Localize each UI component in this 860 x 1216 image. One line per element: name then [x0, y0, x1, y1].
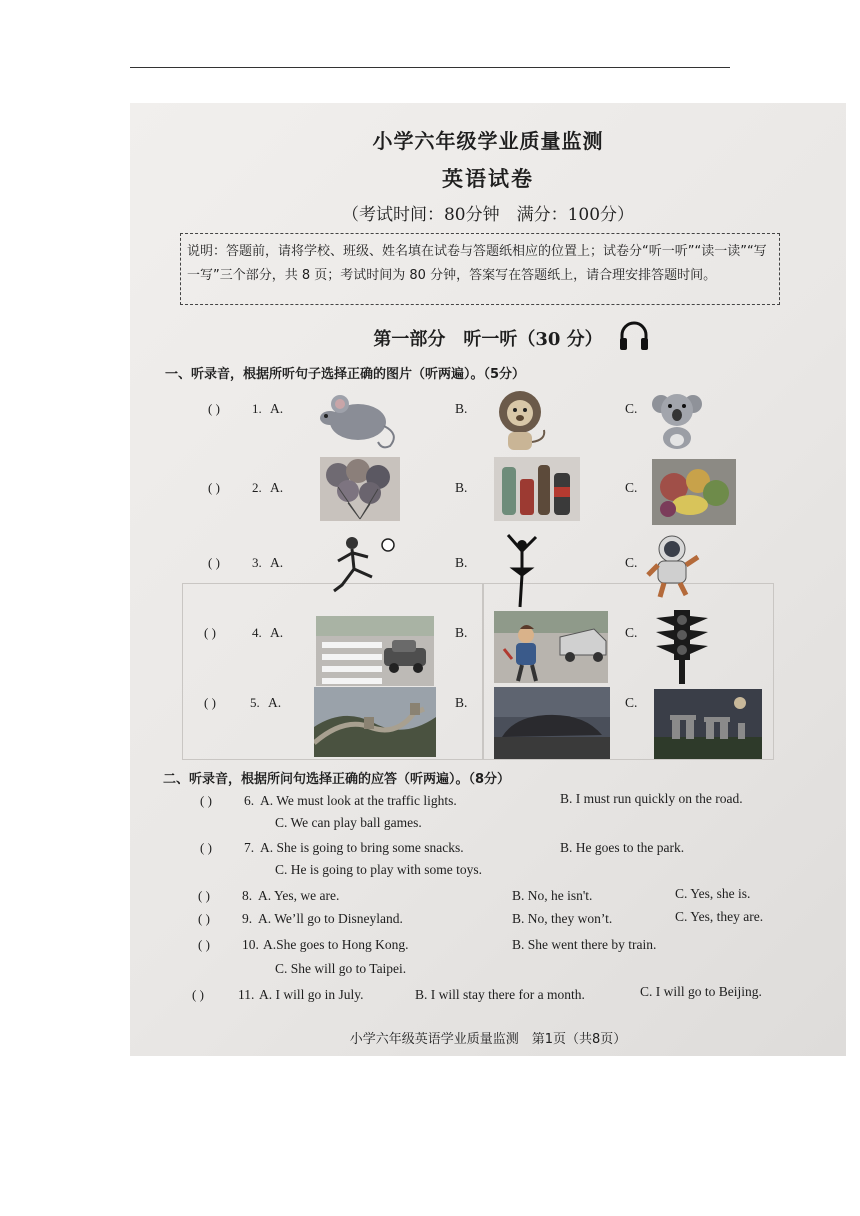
- answer-paren[interactable]: ( ): [200, 840, 212, 855]
- option-b[interactable]: B. I will stay there for a month.: [415, 987, 585, 1002]
- option-label-a: A.: [270, 401, 284, 416]
- option-a[interactable]: A. We must look at the traffic lights.: [260, 793, 457, 808]
- uluru-picture[interactable]: [494, 687, 610, 759]
- option-a[interactable]: A. I will go in July.: [259, 987, 364, 1002]
- section2-heading: 二、听录音，根据所问句选择正确的应答（听两遍）。（8分）: [163, 772, 511, 787]
- answer-paren[interactable]: ( ): [198, 911, 210, 926]
- question-number: 3.: [252, 555, 262, 570]
- page-footer: 小学六年级英语学业质量监测 第1页（共8页）: [349, 1032, 627, 1047]
- exam-info: （考试时间：80分钟 满分：100分）: [341, 205, 635, 225]
- astronaut-picture[interactable]: [644, 533, 704, 599]
- answer-paren[interactable]: ( ): [208, 401, 220, 416]
- option-label-c: C.: [625, 555, 638, 570]
- option-c[interactable]: C. I will go to Beijing.: [640, 984, 762, 999]
- balloons-picture[interactable]: [320, 457, 400, 521]
- page-top-rule: [130, 67, 730, 68]
- section1-heading: 一、听录音，根据所听句子选择正确的图片（听两遍）。（5分）: [165, 367, 526, 382]
- question-number: 5.: [250, 695, 260, 710]
- subject-title: 英语试卷: [442, 166, 534, 191]
- stonehenge-picture[interactable]: [654, 689, 762, 759]
- option-b[interactable]: B. No, he isn't.: [512, 888, 593, 903]
- answer-paren[interactable]: ( ): [208, 555, 220, 570]
- option-label-a: A.: [270, 555, 284, 570]
- answer-paren[interactable]: ( ): [198, 888, 210, 903]
- fruit-picture[interactable]: [652, 459, 736, 525]
- question-number: 6.: [244, 793, 255, 808]
- option-label-b: B.: [455, 625, 468, 640]
- answer-paren[interactable]: ( ): [198, 937, 210, 952]
- answer-paren[interactable]: ( ): [204, 625, 216, 640]
- answer-paren[interactable]: ( ): [204, 695, 216, 710]
- option-label-b: B.: [455, 695, 468, 710]
- option-c[interactable]: C. We can play ball games.: [275, 815, 422, 830]
- answer-paren[interactable]: ( ): [208, 480, 220, 495]
- option-b[interactable]: B. He goes to the park.: [560, 840, 685, 855]
- option-c[interactable]: C. She will go to Taipei.: [275, 961, 407, 976]
- question-number: 11.: [238, 987, 255, 1002]
- option-label-c: C.: [625, 625, 638, 640]
- boy-crossing-road-picture[interactable]: [494, 611, 608, 683]
- option-label-b: B.: [455, 480, 468, 495]
- option-b[interactable]: B. No, they won’t.: [512, 911, 613, 926]
- football-player-picture[interactable]: [326, 535, 396, 601]
- option-b[interactable]: B. I must run quickly on the road.: [560, 791, 743, 806]
- answer-paren[interactable]: ( ): [200, 793, 212, 808]
- part1-title: 第一部分 听一听（30 分）: [373, 329, 603, 350]
- option-a[interactable]: A. We’ll go to Disneyland.: [258, 911, 403, 926]
- exam-title: 小学六年级学业质量监测: [372, 129, 604, 153]
- question-number: 9.: [242, 911, 253, 926]
- mouse-picture[interactable]: [318, 388, 400, 450]
- drinks-picture[interactable]: [494, 457, 580, 521]
- option-c[interactable]: C. He is going to play with some toys.: [275, 862, 482, 877]
- option-label-a: A.: [270, 625, 284, 640]
- option-a[interactable]: A.She goes to Hong Kong.: [263, 937, 409, 952]
- option-label-b: B.: [455, 401, 468, 416]
- option-c[interactable]: C. Yes, she is.: [675, 886, 751, 901]
- great-wall-picture[interactable]: [314, 687, 436, 757]
- option-label-c: C.: [625, 695, 638, 710]
- headphones-icon: [618, 320, 650, 352]
- option-label-a: A.: [270, 480, 284, 495]
- option-label-b: B.: [455, 555, 468, 570]
- question-number: 2.: [252, 480, 262, 495]
- ballet-dancer-picture[interactable]: [502, 533, 542, 609]
- instructions-box: [180, 233, 780, 305]
- option-label-a: A.: [268, 695, 282, 710]
- question-number: 7.: [244, 840, 255, 855]
- exam-page-photo: [130, 103, 846, 1056]
- question-number: 8.: [242, 888, 253, 903]
- instructions-text: 说明：答题前，请将学校、班级、姓名填在试卷与答题纸相应的位置上；试卷分“听一听”“读一读”“写一写”三个部分，共 8 页；考试时间为 80 分钟，答案写在答题纸上，请合理安排答题时间。: [187, 244, 767, 283]
- option-label-c: C.: [625, 401, 638, 416]
- lion-picture[interactable]: [492, 390, 550, 454]
- option-c[interactable]: C. Yes, they are.: [675, 909, 764, 924]
- question-number: 4.: [252, 625, 262, 640]
- option-a[interactable]: A. Yes, we are.: [258, 888, 340, 903]
- zebra-crossing-picture[interactable]: [316, 616, 434, 686]
- question-number: 1.: [252, 401, 262, 416]
- koala-picture[interactable]: [652, 388, 702, 450]
- question-number: 10.: [242, 937, 259, 952]
- option-b[interactable]: B. She went there by train.: [512, 937, 657, 952]
- answer-paren[interactable]: ( ): [192, 987, 204, 1002]
- option-a[interactable]: A. She is going to bring some snacks.: [260, 840, 464, 855]
- option-label-c: C.: [625, 480, 638, 495]
- traffic-lights-picture[interactable]: [650, 608, 714, 684]
